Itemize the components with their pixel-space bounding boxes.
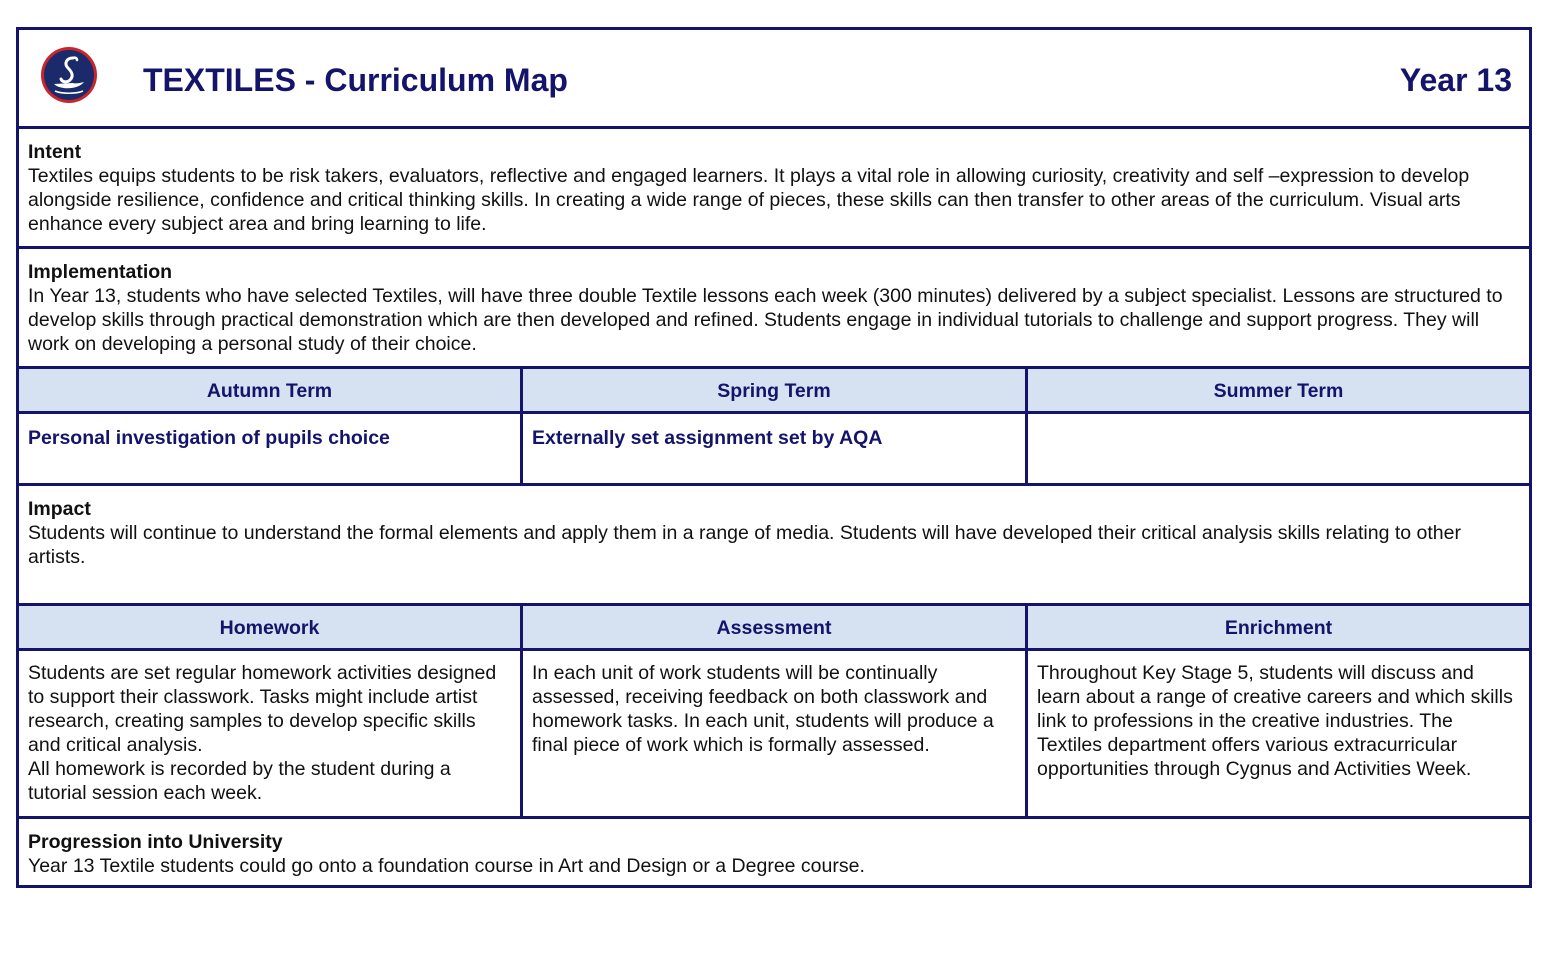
- column-divider: [1025, 606, 1028, 816]
- spring-term-value: Externally set assignment set by AQA: [532, 427, 883, 449]
- spring-term-header: Spring Term: [523, 369, 1025, 411]
- column-divider: [520, 369, 523, 483]
- autumn-term-header: Autumn Term: [19, 369, 520, 411]
- intent-section: [19, 129, 1529, 246]
- swan-crest-icon: [40, 46, 98, 104]
- homework-text-recording: All homework is recorded by the student during a tutorial session each week.: [28, 758, 451, 804]
- assessment-text: In each unit of work students will be continually assessed, receiving feedback on both classwork and homework tasks. In each unit, students will produce a final piece of work which is formally assessed.: [532, 662, 994, 756]
- intent-heading: Intent: [28, 141, 82, 163]
- enrichment-text: Throughout Key Stage 5, students will discuss and learn about a range of creative careers and which skills link to professions in the creative industries. The Textiles department offers various extracurricular opportunities through Cygnus and Activities Week.: [1037, 662, 1513, 780]
- page-header: [19, 30, 1529, 126]
- assessment-cell: [523, 651, 1025, 816]
- summer-term-value: [1028, 414, 1529, 483]
- column-divider: [520, 606, 523, 816]
- autumn-term-value: Personal investigation of pupils choice: [28, 427, 390, 449]
- intent-text: Textiles equips students to be risk takers, evaluators, reflective and engaged learners. It plays a vital role in allowing curiosity, creativity and self –expression to develop alongside resilience, confidence and critical thinking skills. In creating a wide range of pieces, these skills can then transfer to other areas of the curriculum. Visual arts enhance every subject area and bring learning to life.: [28, 165, 1470, 235]
- homework-text: Students are set regular homework activities designed to support their classwork. Tasks might include artist research, creating samples to develop specific skills and critical analysis.: [28, 662, 497, 756]
- homework-header: Homework: [19, 606, 520, 648]
- implementation-section: [19, 249, 1529, 366]
- enrichment-header: Enrichment: [1028, 606, 1529, 648]
- summer-term-header: Summer Term: [1028, 369, 1529, 411]
- progression-text: Year 13 Textile students could go onto a foundation course in Art and Design or a Degree course.: [28, 855, 865, 877]
- page-title: TEXTILES - Curriculum Map: [143, 62, 568, 98]
- implementation-heading: Implementation: [28, 261, 173, 283]
- enrichment-cell: [1028, 651, 1529, 816]
- implementation-text: In Year 13, students who have selected Textiles, will have three double Textile lessons each week (300 minutes) delivered by a subject specialist. Lessons are structured to develop skills through practical demonstration which are then developed and refined. Students engage in individual tutorials to challenge and support progress. They will work on developing a personal study of their choice.: [28, 285, 1503, 355]
- curriculum-map-sheet: [16, 27, 1532, 888]
- year-label: Year 13: [1399, 62, 1512, 98]
- impact-text: Students will continue to understand the formal elements and apply them in a range of media. Students will have developed their critical analysis skills relating to other artists.: [28, 522, 1461, 568]
- progression-section: [19, 819, 1529, 885]
- column-divider: [1025, 369, 1028, 483]
- impact-section: [19, 486, 1529, 603]
- homework-cell: [19, 651, 520, 816]
- progression-heading: Progression into University: [28, 831, 283, 853]
- assessment-header: Assessment: [523, 606, 1025, 648]
- impact-heading: Impact: [28, 498, 91, 520]
